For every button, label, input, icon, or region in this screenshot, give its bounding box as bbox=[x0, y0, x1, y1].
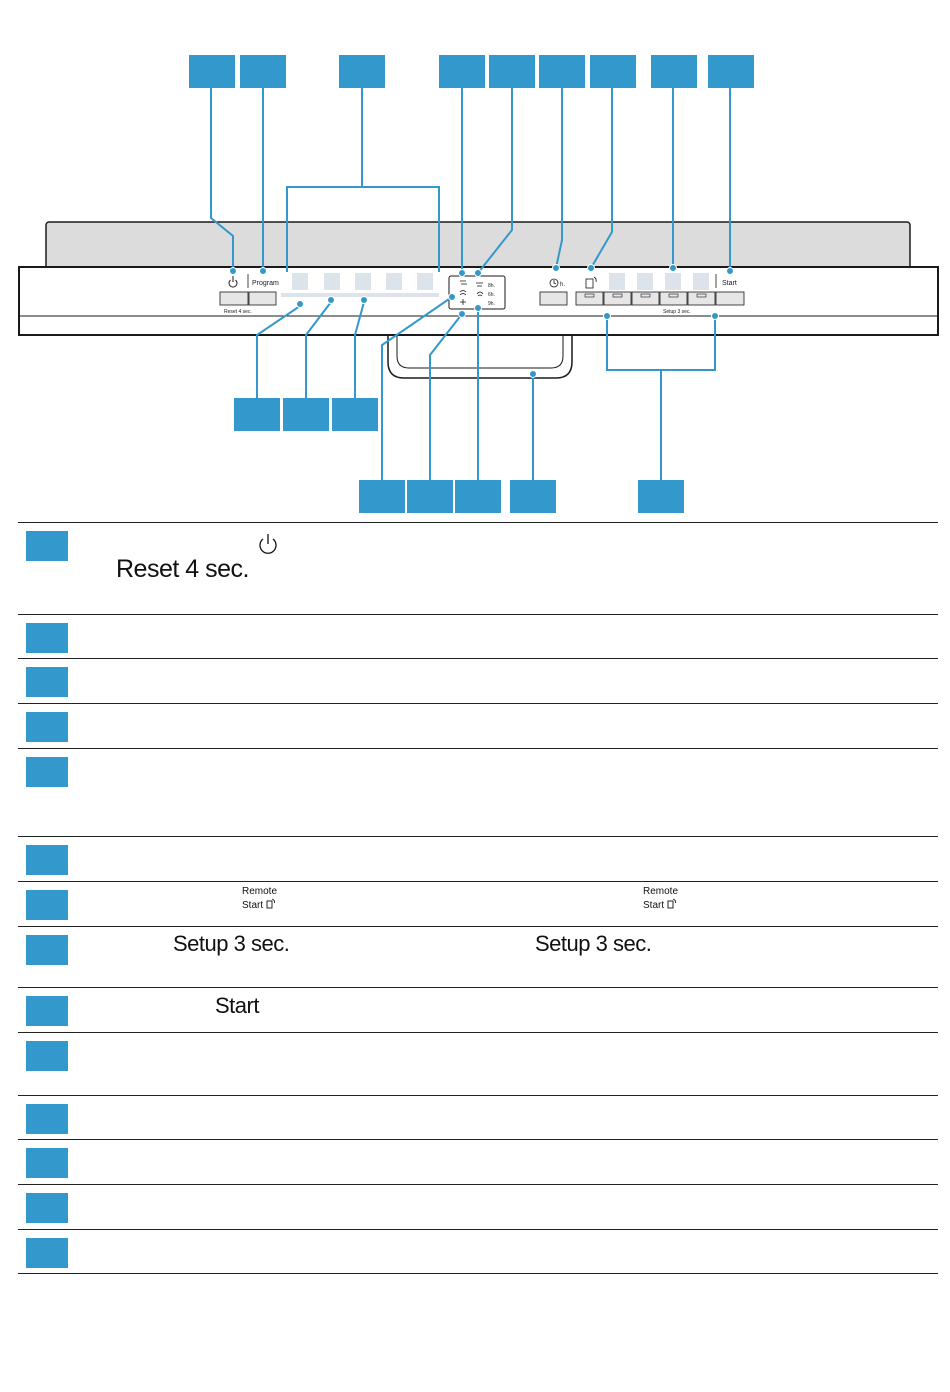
row-marker bbox=[26, 890, 68, 920]
start-label: Start bbox=[722, 280, 737, 287]
remote-label-a: Remote Start bbox=[242, 886, 278, 911]
panel-back bbox=[46, 222, 910, 272]
setup-text-a: Setup 3 sec. bbox=[173, 931, 290, 956]
row-marker bbox=[26, 623, 68, 653]
svg-text:6h.: 6h. bbox=[488, 292, 495, 298]
svg-text:8h.: 8h. bbox=[488, 283, 495, 289]
setup-text-b: Setup 3 sec. bbox=[535, 931, 652, 956]
svg-text:h.: h. bbox=[560, 282, 566, 288]
table-row bbox=[18, 703, 938, 748]
row-marker bbox=[26, 1041, 68, 1071]
program-label: Program bbox=[252, 280, 279, 287]
control-panel-diagram bbox=[0, 0, 950, 522]
table-row bbox=[18, 836, 938, 881]
row-marker bbox=[26, 845, 68, 875]
row-marker bbox=[26, 1148, 68, 1178]
table-row bbox=[18, 1095, 938, 1139]
reset-label: Reset 4 sec. bbox=[224, 309, 252, 315]
table-row bbox=[18, 1184, 938, 1229]
indicator-bar bbox=[281, 293, 439, 297]
table-row bbox=[18, 614, 938, 658]
setup-label: Setup 3 sec. bbox=[663, 309, 691, 315]
row-marker bbox=[26, 1193, 68, 1223]
remote-start-icon bbox=[266, 898, 276, 909]
table-row bbox=[18, 658, 938, 703]
table-row bbox=[18, 522, 938, 614]
table-row bbox=[18, 748, 938, 836]
row-marker bbox=[26, 757, 68, 787]
start-text: Start bbox=[215, 993, 259, 1018]
table-row bbox=[18, 1229, 938, 1274]
row-marker bbox=[26, 935, 68, 965]
table-row bbox=[18, 926, 938, 987]
row-marker bbox=[26, 996, 68, 1026]
table-row bbox=[18, 1139, 938, 1184]
row-marker bbox=[26, 531, 68, 561]
row-marker bbox=[26, 1238, 68, 1268]
options-window bbox=[449, 276, 505, 309]
power-icon bbox=[258, 533, 278, 555]
table-row bbox=[18, 987, 938, 1032]
delay-button bbox=[540, 292, 567, 305]
row-marker bbox=[26, 667, 68, 697]
remote-label-b: Remote Start bbox=[643, 886, 679, 911]
svg-text:9h.: 9h. bbox=[488, 301, 495, 307]
row-marker bbox=[26, 1104, 68, 1134]
door-handle bbox=[388, 336, 572, 378]
row-marker bbox=[26, 712, 68, 742]
table-row bbox=[18, 881, 938, 926]
remote-start-icon bbox=[667, 898, 677, 909]
power-button bbox=[220, 292, 248, 305]
table-row bbox=[18, 1032, 938, 1095]
program-button bbox=[249, 292, 276, 305]
reset-text: Reset 4 sec. bbox=[116, 555, 249, 583]
